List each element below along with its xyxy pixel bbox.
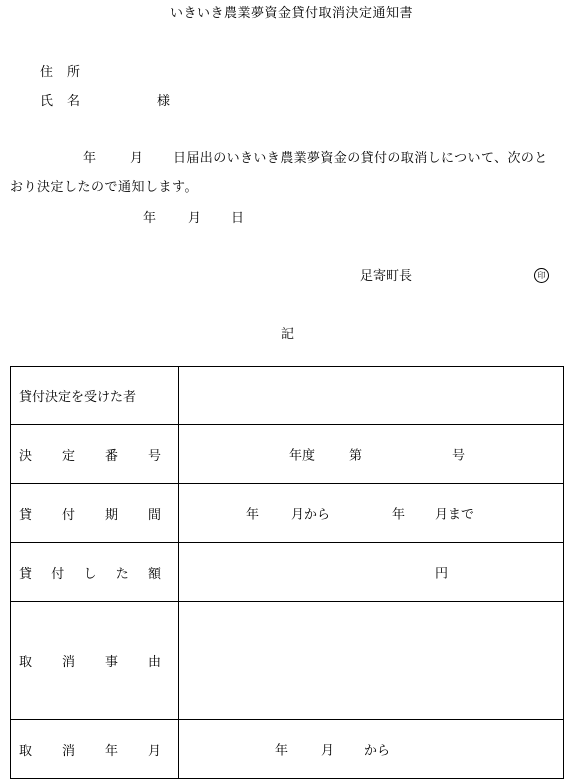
date-day: 日 bbox=[231, 211, 245, 226]
body-line-1-text: 日届出のいきいき農業夢資金の貸付の取消しについて、次のと bbox=[173, 151, 548, 166]
body-month: 月 bbox=[130, 151, 144, 166]
label-loan-amount: 貸 付 し た 額 bbox=[11, 543, 179, 602]
address-label: 住所 bbox=[40, 65, 95, 80]
table-row-loan-period bbox=[11, 484, 564, 543]
details-table bbox=[10, 366, 564, 779]
date-year: 年 bbox=[143, 211, 157, 226]
label-loan-period: 貸 付 期 間 bbox=[11, 484, 179, 543]
name-label: 氏名 bbox=[40, 94, 95, 109]
value-loan-amount: 円 bbox=[179, 543, 564, 602]
table-row-cancel-reason bbox=[11, 602, 564, 720]
label-cancel-reason: 取 消 事 由 bbox=[11, 602, 179, 720]
issuer-name: 足寄町長 bbox=[360, 269, 413, 284]
value-cancel-reason bbox=[179, 602, 564, 720]
value-loan-period: 年 月から 年 月まで bbox=[179, 484, 564, 543]
table-row-borrower bbox=[11, 367, 564, 425]
value-cancel-date: 年 月 から bbox=[179, 720, 564, 779]
label-cancel-date: 取 消 年 月 bbox=[11, 720, 179, 779]
honorific-label: 様 bbox=[157, 94, 171, 109]
seal-mark: 印 bbox=[534, 268, 549, 283]
body-line-2: おり決定したので通知します。 bbox=[10, 180, 198, 195]
document-title: いきいき農業夢資金貸付取消決定通知書 bbox=[169, 6, 413, 21]
ki-heading: 記 bbox=[281, 327, 295, 342]
body-year: 年 bbox=[83, 151, 97, 166]
label-decision-number: 決 定 番 号 bbox=[11, 425, 179, 484]
table-row-decision-number bbox=[11, 425, 564, 484]
date-month: 月 bbox=[188, 211, 202, 226]
label-borrower: 貸付決定を受けた者 bbox=[11, 367, 179, 425]
table-row-loan-amount bbox=[11, 543, 564, 602]
value-borrower bbox=[179, 367, 564, 425]
value-decision-number: 年度 第 号 bbox=[179, 425, 564, 484]
table-row-cancel-date bbox=[11, 720, 564, 779]
